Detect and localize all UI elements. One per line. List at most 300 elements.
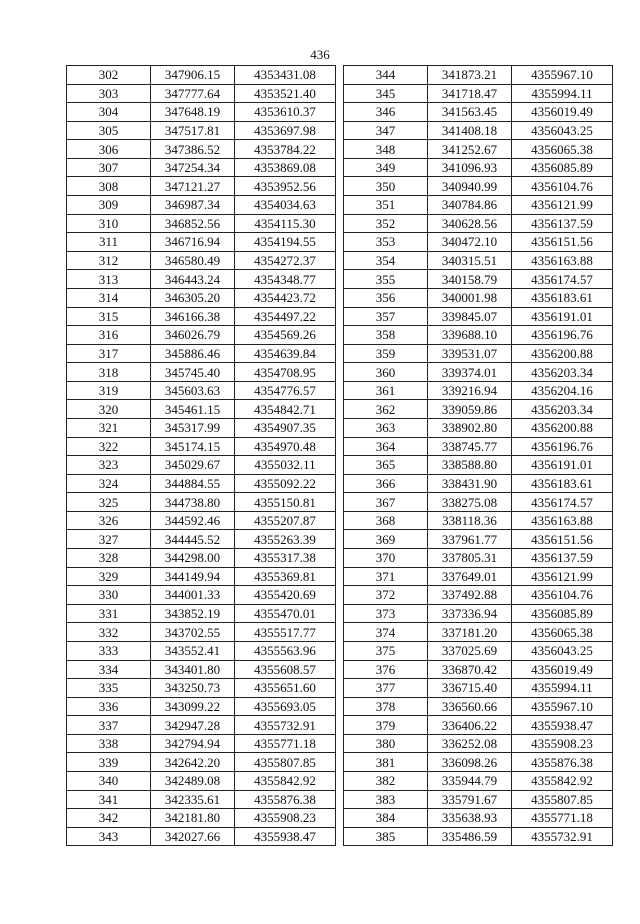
point-number-cell: 367 <box>344 493 428 512</box>
table-row <box>344 84 613 103</box>
y-coordinate-cell: 4355263.39 <box>235 530 336 549</box>
x-coordinate-cell: 343099.22 <box>151 697 235 716</box>
table-row <box>344 214 613 233</box>
point-number-cell: 305 <box>67 121 151 140</box>
point-number-cell: 309 <box>67 196 151 215</box>
point-number-cell: 361 <box>344 381 428 400</box>
x-coordinate-cell: 341873.21 <box>428 66 512 85</box>
x-coordinate-cell: 342335.61 <box>151 790 235 809</box>
table-row <box>344 549 613 568</box>
point-number-cell: 330 <box>67 586 151 605</box>
point-number-cell: 333 <box>67 641 151 660</box>
x-coordinate-cell: 339688.10 <box>428 326 512 345</box>
x-coordinate-cell: 336098.26 <box>428 753 512 772</box>
y-coordinate-cell: 4354348.77 <box>235 270 336 289</box>
x-coordinate-cell: 345174.15 <box>151 437 235 456</box>
point-number-cell: 368 <box>344 511 428 530</box>
x-coordinate-cell: 338588.80 <box>428 456 512 475</box>
x-coordinate-cell: 335791.67 <box>428 790 512 809</box>
x-coordinate-cell: 346852.56 <box>151 214 235 233</box>
y-coordinate-cell: 4355938.47 <box>512 716 613 735</box>
right-coordinate-table <box>343 65 613 846</box>
point-number-cell: 335 <box>67 679 151 698</box>
x-coordinate-cell: 347517.81 <box>151 121 235 140</box>
x-coordinate-cell: 335944.79 <box>428 771 512 790</box>
y-coordinate-cell: 4353521.40 <box>235 84 336 103</box>
page-number: 436 <box>310 47 330 62</box>
table-row <box>67 697 336 716</box>
table-row <box>67 753 336 772</box>
y-coordinate-cell: 4356121.99 <box>512 567 613 586</box>
table-row <box>344 827 613 846</box>
point-number-cell: 350 <box>344 177 428 196</box>
x-coordinate-cell: 337181.20 <box>428 623 512 642</box>
x-coordinate-cell: 338902.80 <box>428 418 512 437</box>
left-coordinate-table <box>66 65 336 846</box>
x-coordinate-cell: 346580.49 <box>151 251 235 270</box>
point-number-cell: 320 <box>67 400 151 419</box>
table-row <box>344 753 613 772</box>
point-number-cell: 325 <box>67 493 151 512</box>
table-row <box>67 493 336 512</box>
table-row <box>344 344 613 363</box>
x-coordinate-cell: 341718.47 <box>428 84 512 103</box>
y-coordinate-cell: 4354907.35 <box>235 418 336 437</box>
x-coordinate-cell: 338275.08 <box>428 493 512 512</box>
x-coordinate-cell: 346716.94 <box>151 233 235 252</box>
x-coordinate-cell: 339845.07 <box>428 307 512 326</box>
y-coordinate-cell: 4353952.56 <box>235 177 336 196</box>
y-coordinate-cell: 4356174.57 <box>512 493 613 512</box>
point-number-cell: 344 <box>344 66 428 85</box>
y-coordinate-cell: 4355032.11 <box>235 456 336 475</box>
point-number-cell: 323 <box>67 456 151 475</box>
x-coordinate-cell: 344445.52 <box>151 530 235 549</box>
right-table-body <box>344 66 613 846</box>
table-row <box>344 530 613 549</box>
y-coordinate-cell: 4355150.81 <box>235 493 336 512</box>
y-coordinate-cell: 4355693.05 <box>235 697 336 716</box>
point-number-cell: 365 <box>344 456 428 475</box>
point-number-cell: 328 <box>67 549 151 568</box>
point-number-cell: 353 <box>344 233 428 252</box>
x-coordinate-cell: 342947.28 <box>151 716 235 735</box>
point-number-cell: 342 <box>67 809 151 828</box>
point-number-cell: 336 <box>67 697 151 716</box>
x-coordinate-cell: 345603.63 <box>151 381 235 400</box>
y-coordinate-cell: 4356191.01 <box>512 307 613 326</box>
table-row <box>344 771 613 790</box>
y-coordinate-cell: 4355207.87 <box>235 511 336 530</box>
table-row <box>344 177 613 196</box>
table-row <box>67 827 336 846</box>
y-coordinate-cell: 4355369.81 <box>235 567 336 586</box>
x-coordinate-cell: 344001.33 <box>151 586 235 605</box>
x-coordinate-cell: 347906.15 <box>151 66 235 85</box>
y-coordinate-cell: 4355317.38 <box>235 549 336 568</box>
y-coordinate-cell: 4354842.71 <box>235 400 336 419</box>
y-coordinate-cell: 4354708.95 <box>235 363 336 382</box>
point-number-cell: 383 <box>344 790 428 809</box>
table-row <box>67 586 336 605</box>
table-row <box>344 437 613 456</box>
table-row <box>67 549 336 568</box>
table-row <box>67 326 336 345</box>
y-coordinate-cell: 4355994.11 <box>512 679 613 698</box>
x-coordinate-cell: 343552.41 <box>151 641 235 660</box>
y-coordinate-cell: 4356183.61 <box>512 288 613 307</box>
point-number-cell: 348 <box>344 140 428 159</box>
x-coordinate-cell: 343702.55 <box>151 623 235 642</box>
table-row <box>344 363 613 382</box>
table-row <box>67 790 336 809</box>
y-coordinate-cell: 4354497.22 <box>235 307 336 326</box>
point-number-cell: 304 <box>67 103 151 122</box>
point-number-cell: 329 <box>67 567 151 586</box>
point-number-cell: 374 <box>344 623 428 642</box>
x-coordinate-cell: 339531.07 <box>428 344 512 363</box>
y-coordinate-cell: 4356019.49 <box>512 103 613 122</box>
table-row <box>344 326 613 345</box>
y-coordinate-cell: 4355908.23 <box>512 734 613 753</box>
x-coordinate-cell: 337649.01 <box>428 567 512 586</box>
point-number-cell: 334 <box>67 660 151 679</box>
table-row <box>344 604 613 623</box>
table-row <box>344 66 613 85</box>
table-row <box>344 418 613 437</box>
point-number-cell: 364 <box>344 437 428 456</box>
point-number-cell: 314 <box>67 288 151 307</box>
point-number-cell: 381 <box>344 753 428 772</box>
x-coordinate-cell: 336406.22 <box>428 716 512 735</box>
x-coordinate-cell: 336252.08 <box>428 734 512 753</box>
y-coordinate-cell: 4354272.37 <box>235 251 336 270</box>
point-number-cell: 312 <box>67 251 151 270</box>
table-row <box>344 660 613 679</box>
x-coordinate-cell: 338745.77 <box>428 437 512 456</box>
point-number-cell: 358 <box>344 326 428 345</box>
point-number-cell: 385 <box>344 827 428 846</box>
y-coordinate-cell: 4355967.10 <box>512 66 613 85</box>
x-coordinate-cell: 345886.46 <box>151 344 235 363</box>
y-coordinate-cell: 4355732.91 <box>512 827 613 846</box>
y-coordinate-cell: 4355876.38 <box>512 753 613 772</box>
y-coordinate-cell: 4356043.25 <box>512 641 613 660</box>
point-number-cell: 384 <box>344 809 428 828</box>
table-row <box>67 66 336 85</box>
y-coordinate-cell: 4356065.38 <box>512 140 613 159</box>
y-coordinate-cell: 4356065.38 <box>512 623 613 642</box>
y-coordinate-cell: 4355807.85 <box>235 753 336 772</box>
table-row <box>344 381 613 400</box>
table-row <box>67 716 336 735</box>
table-row <box>67 344 336 363</box>
y-coordinate-cell: 4353784.22 <box>235 140 336 159</box>
point-number-cell: 366 <box>344 474 428 493</box>
x-coordinate-cell: 347121.27 <box>151 177 235 196</box>
y-coordinate-cell: 4356104.76 <box>512 586 613 605</box>
y-coordinate-cell: 4355420.69 <box>235 586 336 605</box>
x-coordinate-cell: 344149.94 <box>151 567 235 586</box>
table-row <box>344 586 613 605</box>
y-coordinate-cell: 4355771.18 <box>235 734 336 753</box>
table-row <box>67 158 336 177</box>
x-coordinate-cell: 347648.19 <box>151 103 235 122</box>
point-number-cell: 370 <box>344 549 428 568</box>
x-coordinate-cell: 340940.99 <box>428 177 512 196</box>
point-number-cell: 332 <box>67 623 151 642</box>
table-row <box>67 734 336 753</box>
point-number-cell: 322 <box>67 437 151 456</box>
y-coordinate-cell: 4355092.22 <box>235 474 336 493</box>
y-coordinate-cell: 4355807.85 <box>512 790 613 809</box>
table-row <box>67 530 336 549</box>
y-coordinate-cell: 4356203.34 <box>512 363 613 382</box>
point-number-cell: 338 <box>67 734 151 753</box>
table-row <box>344 493 613 512</box>
table-row <box>67 84 336 103</box>
x-coordinate-cell: 346987.34 <box>151 196 235 215</box>
x-coordinate-cell: 345745.40 <box>151 363 235 382</box>
x-coordinate-cell: 337961.77 <box>428 530 512 549</box>
table-row <box>344 474 613 493</box>
table-row <box>67 288 336 307</box>
table-row <box>67 121 336 140</box>
table-row <box>344 288 613 307</box>
point-number-cell: 351 <box>344 196 428 215</box>
y-coordinate-cell: 4356196.76 <box>512 326 613 345</box>
table-row <box>344 567 613 586</box>
table-row <box>67 604 336 623</box>
y-coordinate-cell: 4354423.72 <box>235 288 336 307</box>
point-number-cell: 313 <box>67 270 151 289</box>
table-row <box>344 623 613 642</box>
x-coordinate-cell: 346166.38 <box>151 307 235 326</box>
point-number-cell: 339 <box>67 753 151 772</box>
y-coordinate-cell: 4353869.08 <box>235 158 336 177</box>
y-coordinate-cell: 4356203.34 <box>512 400 613 419</box>
table-row <box>344 400 613 419</box>
table-row <box>344 103 613 122</box>
x-coordinate-cell: 346443.24 <box>151 270 235 289</box>
point-number-cell: 362 <box>344 400 428 419</box>
y-coordinate-cell: 4355771.18 <box>512 809 613 828</box>
x-coordinate-cell: 335638.93 <box>428 809 512 828</box>
x-coordinate-cell: 336715.40 <box>428 679 512 698</box>
x-coordinate-cell: 344738.80 <box>151 493 235 512</box>
table-row <box>344 196 613 215</box>
table-row <box>67 214 336 233</box>
x-coordinate-cell: 339374.01 <box>428 363 512 382</box>
point-number-cell: 349 <box>344 158 428 177</box>
point-number-cell: 380 <box>344 734 428 753</box>
x-coordinate-cell: 344884.55 <box>151 474 235 493</box>
x-coordinate-cell: 341408.18 <box>428 121 512 140</box>
table-row <box>67 437 336 456</box>
y-coordinate-cell: 4353431.08 <box>235 66 336 85</box>
y-coordinate-cell: 4355842.92 <box>512 771 613 790</box>
y-coordinate-cell: 4356151.56 <box>512 530 613 549</box>
y-coordinate-cell: 4356174.57 <box>512 270 613 289</box>
table-row <box>67 623 336 642</box>
y-coordinate-cell: 4356200.88 <box>512 344 613 363</box>
y-coordinate-cell: 4354776.57 <box>235 381 336 400</box>
point-number-cell: 382 <box>344 771 428 790</box>
y-coordinate-cell: 4355908.23 <box>235 809 336 828</box>
x-coordinate-cell: 347254.34 <box>151 158 235 177</box>
y-coordinate-cell: 4356104.76 <box>512 177 613 196</box>
point-number-cell: 371 <box>344 567 428 586</box>
x-coordinate-cell: 340784.86 <box>428 196 512 215</box>
x-coordinate-cell: 339059.86 <box>428 400 512 419</box>
point-number-cell: 324 <box>67 474 151 493</box>
table-row <box>67 474 336 493</box>
point-number-cell: 377 <box>344 679 428 698</box>
x-coordinate-cell: 335486.59 <box>428 827 512 846</box>
point-number-cell: 347 <box>344 121 428 140</box>
point-number-cell: 373 <box>344 604 428 623</box>
x-coordinate-cell: 340001.98 <box>428 288 512 307</box>
point-number-cell: 372 <box>344 586 428 605</box>
x-coordinate-cell: 344298.00 <box>151 549 235 568</box>
point-number-cell: 307 <box>67 158 151 177</box>
x-coordinate-cell: 341563.45 <box>428 103 512 122</box>
x-coordinate-cell: 343852.19 <box>151 604 235 623</box>
point-number-cell: 302 <box>67 66 151 85</box>
point-number-cell: 363 <box>344 418 428 437</box>
x-coordinate-cell: 341252.67 <box>428 140 512 159</box>
point-number-cell: 306 <box>67 140 151 159</box>
x-coordinate-cell: 342642.20 <box>151 753 235 772</box>
table-row <box>67 196 336 215</box>
table-row <box>344 641 613 660</box>
table-row <box>67 270 336 289</box>
y-coordinate-cell: 4356019.49 <box>512 660 613 679</box>
y-coordinate-cell: 4355563.96 <box>235 641 336 660</box>
table-row <box>344 790 613 809</box>
point-number-cell: 378 <box>344 697 428 716</box>
y-coordinate-cell: 4355608.57 <box>235 660 336 679</box>
point-number-cell: 346 <box>344 103 428 122</box>
point-number-cell: 379 <box>344 716 428 735</box>
y-coordinate-cell: 4355994.11 <box>512 84 613 103</box>
y-coordinate-cell: 4356085.89 <box>512 158 613 177</box>
y-coordinate-cell: 4354034.63 <box>235 196 336 215</box>
table-row <box>344 233 613 252</box>
x-coordinate-cell: 347777.64 <box>151 84 235 103</box>
y-coordinate-cell: 4355842.92 <box>235 771 336 790</box>
x-coordinate-cell: 342181.80 <box>151 809 235 828</box>
x-coordinate-cell: 340158.79 <box>428 270 512 289</box>
y-coordinate-cell: 4356151.56 <box>512 233 613 252</box>
table-row <box>67 233 336 252</box>
x-coordinate-cell: 344592.46 <box>151 511 235 530</box>
point-number-cell: 352 <box>344 214 428 233</box>
y-coordinate-cell: 4356204.16 <box>512 381 613 400</box>
table-row <box>344 679 613 698</box>
table-row <box>67 381 336 400</box>
table-row <box>67 307 336 326</box>
point-number-cell: 376 <box>344 660 428 679</box>
y-coordinate-cell: 4356183.61 <box>512 474 613 493</box>
point-number-cell: 341 <box>67 790 151 809</box>
x-coordinate-cell: 340315.51 <box>428 251 512 270</box>
table-row <box>67 679 336 698</box>
table-row <box>344 251 613 270</box>
left-table-body <box>67 66 336 846</box>
point-number-cell: 369 <box>344 530 428 549</box>
table-row <box>344 456 613 475</box>
y-coordinate-cell: 4354970.48 <box>235 437 336 456</box>
point-number-cell: 337 <box>67 716 151 735</box>
y-coordinate-cell: 4355967.10 <box>512 697 613 716</box>
table-row <box>344 697 613 716</box>
x-coordinate-cell: 338118.36 <box>428 511 512 530</box>
y-coordinate-cell: 4356121.99 <box>512 196 613 215</box>
point-number-cell: 303 <box>67 84 151 103</box>
y-coordinate-cell: 4356137.59 <box>512 214 613 233</box>
point-number-cell: 343 <box>67 827 151 846</box>
y-coordinate-cell: 4354569.26 <box>235 326 336 345</box>
point-number-cell: 331 <box>67 604 151 623</box>
point-number-cell: 355 <box>344 270 428 289</box>
table-row <box>344 734 613 753</box>
y-coordinate-cell: 4355876.38 <box>235 790 336 809</box>
point-number-cell: 311 <box>67 233 151 252</box>
y-coordinate-cell: 4356196.76 <box>512 437 613 456</box>
x-coordinate-cell: 340472.10 <box>428 233 512 252</box>
x-coordinate-cell: 346026.79 <box>151 326 235 345</box>
x-coordinate-cell: 340628.56 <box>428 214 512 233</box>
x-coordinate-cell: 336560.66 <box>428 697 512 716</box>
table-row <box>344 307 613 326</box>
point-number-cell: 310 <box>67 214 151 233</box>
y-coordinate-cell: 4355938.47 <box>235 827 336 846</box>
x-coordinate-cell: 345317.99 <box>151 418 235 437</box>
point-number-cell: 356 <box>344 288 428 307</box>
point-number-cell: 315 <box>67 307 151 326</box>
table-row <box>67 567 336 586</box>
table-row <box>67 641 336 660</box>
y-coordinate-cell: 4354115.30 <box>235 214 336 233</box>
x-coordinate-cell: 343401.80 <box>151 660 235 679</box>
y-coordinate-cell: 4355517.77 <box>235 623 336 642</box>
x-coordinate-cell: 342794.94 <box>151 734 235 753</box>
table-row <box>344 716 613 735</box>
point-number-cell: 357 <box>344 307 428 326</box>
x-coordinate-cell: 345029.67 <box>151 456 235 475</box>
x-coordinate-cell: 339216.94 <box>428 381 512 400</box>
point-number-cell: 345 <box>344 84 428 103</box>
x-coordinate-cell: 346305.20 <box>151 288 235 307</box>
x-coordinate-cell: 336870.42 <box>428 660 512 679</box>
table-row <box>67 177 336 196</box>
x-coordinate-cell: 338431.90 <box>428 474 512 493</box>
y-coordinate-cell: 4356085.89 <box>512 604 613 623</box>
x-coordinate-cell: 337336.94 <box>428 604 512 623</box>
table-row <box>67 140 336 159</box>
y-coordinate-cell: 4356163.88 <box>512 251 613 270</box>
x-coordinate-cell: 343250.73 <box>151 679 235 698</box>
table-row <box>344 140 613 159</box>
x-coordinate-cell: 345461.15 <box>151 400 235 419</box>
table-row <box>344 158 613 177</box>
table-row <box>67 103 336 122</box>
table-row <box>67 809 336 828</box>
table-row <box>67 511 336 530</box>
x-coordinate-cell: 337805.31 <box>428 549 512 568</box>
y-coordinate-cell: 4356200.88 <box>512 418 613 437</box>
